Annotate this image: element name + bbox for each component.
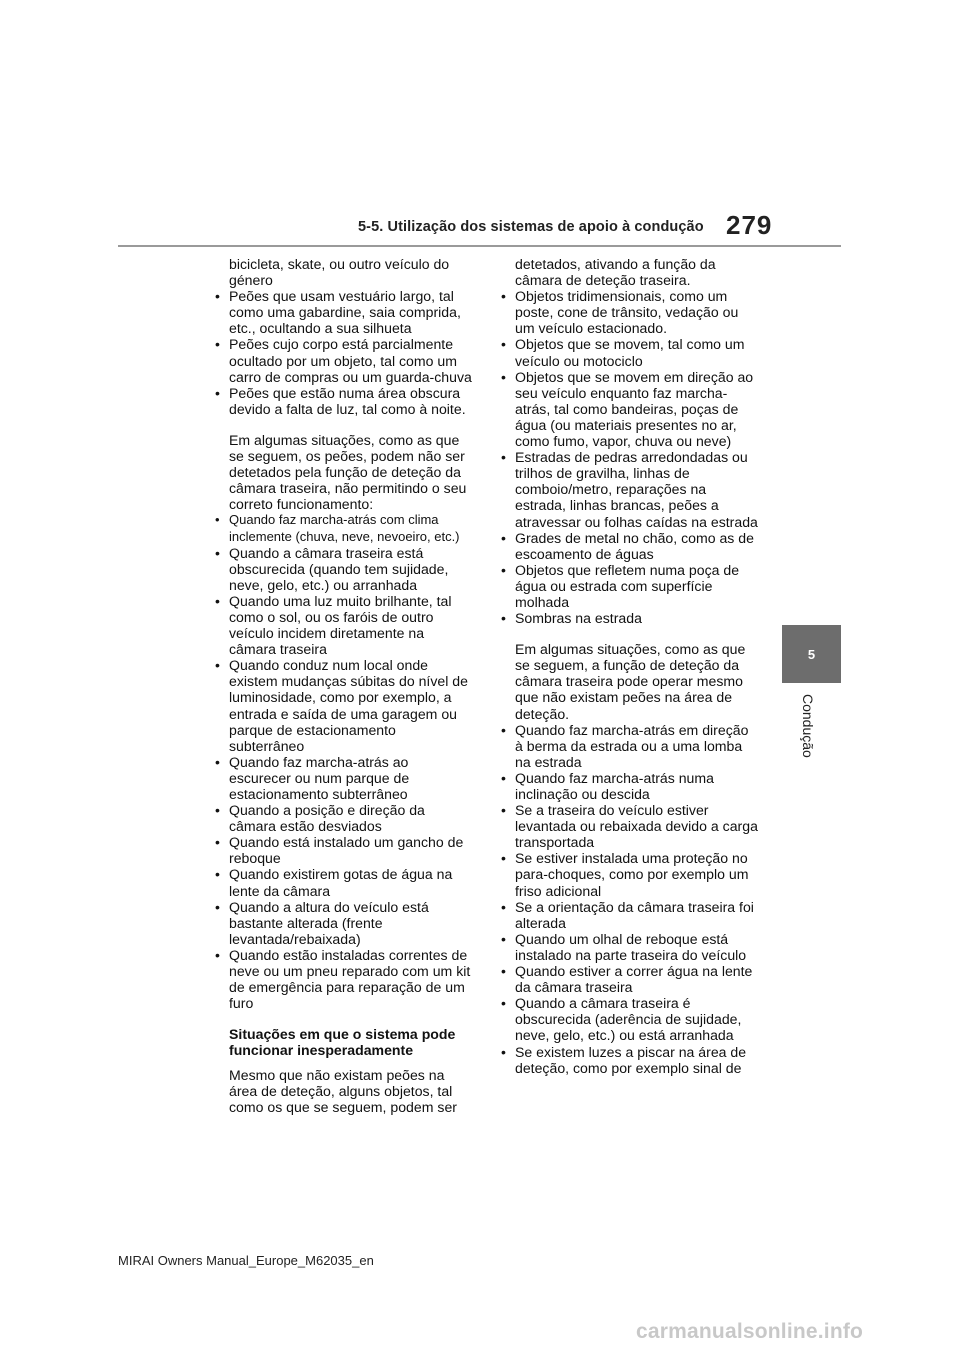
list-item: • Quando estiver a correr água na lente da câmara traseira (493, 963, 758, 995)
list-item: • Objetos tridimensionais, como um poste, cone de trânsito, vedação ou um veículo estacionado. (493, 288, 758, 336)
list-item: • Objetos que refletem numa poça de água ou estrada com superfície molhada (493, 562, 758, 610)
list-item: • Quando existirem gotas de água na lente da câmara (207, 866, 472, 898)
list-item: • Quando a câmara traseira está obscurecida (quando tem sujidade, neve, gelo, etc.) ou arranhada (207, 545, 472, 593)
list-item: • Peões que usam vestuário largo, tal como uma gabardine, saia comprida, etc., ocultando a sua silhueta (207, 288, 472, 336)
right-column (493, 256, 758, 1076)
paragraph: Mesmo que não existam peões na área de deteção, alguns objetos, tal como os que se seguem, podem ser (229, 1066, 457, 1115)
list-item: • Grades de metal no chão, como as de escoamento de águas (493, 530, 758, 562)
section-title: 5-5. Utilização dos sistemas de apoio à condução (358, 219, 704, 235)
chapter-tab (782, 625, 841, 683)
page-number: 279 (726, 210, 773, 240)
list-item: • Sombras na estrada (493, 610, 758, 626)
continuation-text: detetados, ativando a função da câmara de deteção traseira. (515, 256, 716, 289)
left-column (207, 256, 472, 1115)
list-item: • Quando conduz num local onde existem mudanças súbitas do nível de luminosidade, como por exemplo, a entrada e saída de uma garagem ou parque de estacionamento subterrâneo (207, 657, 472, 754)
header-divider (118, 245, 841, 247)
list-item: • Quando está instalado um gancho de reboque (207, 834, 472, 866)
bullet-list (493, 722, 758, 1076)
list-item: • Quando faz marcha-atrás em direção à berma da estrada ou a uma lomba na estrada (493, 722, 758, 770)
bullet-list (207, 512, 472, 1011)
continuation-text: bicicleta, skate, ou outro veículo do género (229, 256, 450, 289)
chapter-label: Condução (800, 694, 816, 758)
list-item: • Quando um olhal de reboque está instalado na parte traseira do veículo (493, 931, 758, 963)
chapter-number: 5 (807, 646, 816, 662)
list-item: • Quando faz marcha-atrás ao escurecer ou num parque de estacionamento subterrâneo (207, 754, 472, 802)
list-item: • Objetos que se movem, tal como um veículo ou motociclo (493, 336, 758, 368)
bullet-list (207, 288, 472, 417)
footer-document-id: MIRAI Owners Manual_Europe_M62035_en (118, 1253, 374, 1268)
paragraph: Em algumas situações, como as que se seguem, os peões, podem não ser detetados pela função de deteção da câmara traseira, não permitindo o seu correto funcionamento: (229, 431, 467, 513)
list-item: • Quando faz marcha-atrás numa inclinação ou descida (493, 770, 758, 802)
paragraph: Em algumas situações, como as que se seguem, a função de deteção da câmara traseira pode operar mesmo que não existam peões na área de deteção. (515, 641, 746, 722)
list-item: • Estradas de pedras arredondadas ou trilhos de gravilha, linhas de comboio/metro, reparações na estrada, linhas brancas, peões a atravessar ou folhas caídas na estrada (493, 449, 758, 529)
list-item: • Peões cujo corpo está parcialmente ocultado por um objeto, tal como um carro de compras ou um guarda-chuva (207, 336, 472, 384)
list-item: • Quando a altura do veículo está bastante alterada (frente levantada/rebaixada) (207, 899, 472, 947)
list-item: • Peões que estão numa área obscura devido a falta de luz, tal como à noite. (207, 385, 472, 417)
list-item: • Objetos que se movem em direção ao seu veículo enquanto faz marcha-atrás, tal como bandeiras, poças de água (ou materiais presentes no ar, como fumo, vapor, chuva ou neve) (493, 369, 758, 449)
bullet-list (493, 288, 758, 626)
subheading: Situações em que o sistema pode funcionar inesperadamente (229, 1026, 456, 1059)
list-item: • Quando a câmara traseira é obscurecida (aderência de sujidade, neve, gelo, etc.) ou está arranhada (493, 995, 758, 1043)
list-item: • Se a traseira do veículo estiver levantada ou rebaixada devido a carga transportada (493, 802, 758, 850)
list-item: • Se a orientação da câmara traseira foi alterada (493, 899, 758, 931)
list-item: • Quando uma luz muito brilhante, tal como o sol, ou os faróis de outro veículo incidem diretamente na câmara traseira (207, 593, 472, 657)
list-item: • Quando estão instaladas correntes de neve ou um pneu reparado com um kit de emergência para reparação de um furo (207, 947, 472, 1011)
list-item: • Quando a posição e direção da câmara estão desviados (207, 802, 472, 834)
list-item: • Se existem luzes a piscar na área de deteção, como por exemplo sinal de (493, 1044, 758, 1076)
list-item: • Quando faz marcha-atrás com clima inclemente (chuva, neve, nevoeiro, etc.) (207, 512, 472, 544)
list-item: • Se estiver instalada uma proteção no para-choques, como por exemplo um friso adicional (493, 850, 758, 898)
watermark: carmanualsonline.info (636, 1320, 864, 1343)
